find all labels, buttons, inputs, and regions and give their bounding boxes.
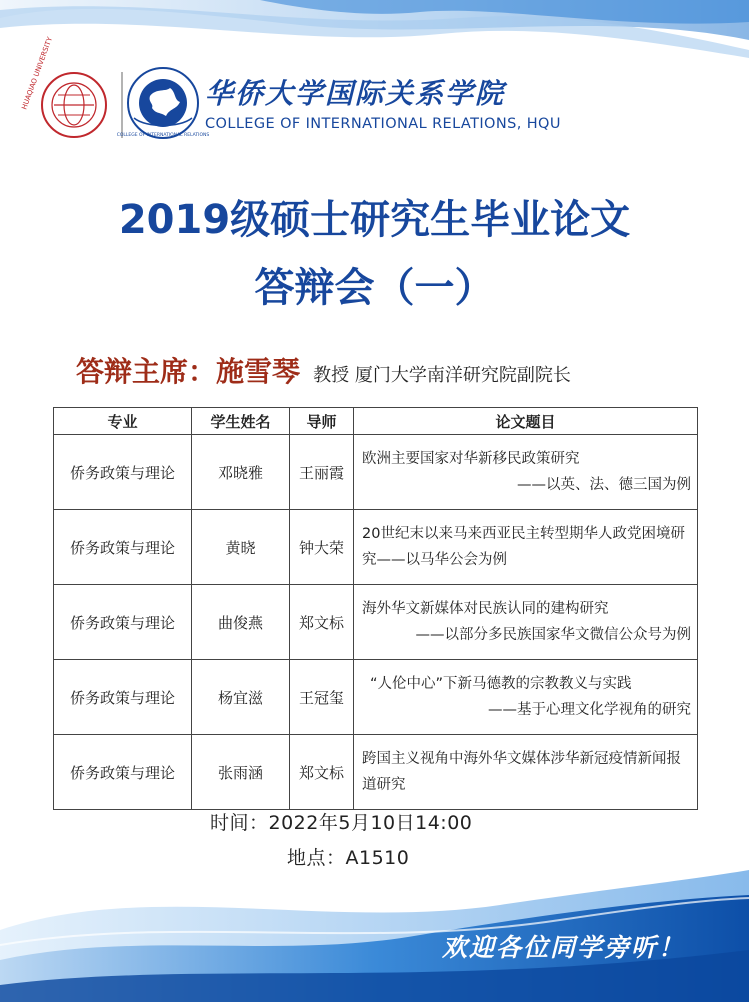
cell-major: 侨务政策与理论 (54, 435, 192, 510)
table-row (54, 510, 698, 585)
cell-topic (354, 435, 698, 510)
table-header-row (54, 408, 698, 435)
topic-sub: ——基于心理文化学视角的研究 (488, 702, 691, 718)
cell-student: 曲俊燕 (192, 585, 290, 660)
cell-topic (354, 585, 698, 660)
cell-major: 侨务政策与理论 (54, 585, 192, 660)
defense-time: 时间：2022年5月10日14:00 (210, 812, 473, 834)
topic-main: “人伦中心”下新马德教的宗教教义与实践 (370, 676, 632, 692)
cell-student: 邓晓雅 (192, 435, 290, 510)
page-subtitle: 答辩会（一） (254, 265, 495, 311)
cell-topic (354, 660, 698, 735)
thesis-table (53, 407, 698, 810)
column-header-advisor: 导师 (290, 408, 354, 435)
defense-place: 地点：A1510 (287, 847, 410, 869)
topic-main: 海外华文新媒体对民族认同的建构研究 (362, 601, 609, 617)
chair-label: 答辩主席：施雪琴 (76, 355, 301, 388)
cell-student: 杨宜滋 (192, 660, 290, 735)
topic-main: 欧洲主要国家对华新移民政策研究 (362, 451, 580, 467)
topic-main: 20世纪末以来马来西亚民主转型期华人政党困境研究——以马华公会为例 (362, 526, 685, 568)
cell-major: 侨务政策与理论 (54, 735, 192, 810)
cell-topic (354, 510, 698, 585)
table-row (54, 435, 698, 510)
table-row (54, 735, 698, 810)
defense-chair (76, 350, 571, 390)
college-globe-logo (116, 66, 210, 140)
topic-sub: ——以英、法、德三国为例 (517, 477, 691, 493)
cell-major: 侨务政策与理论 (54, 510, 192, 585)
cell-advisor: 郑文标 (290, 585, 354, 660)
topic-main: 跨国主义视角中海外华文媒体涉华新冠疫情新闻报道研究 (362, 751, 681, 793)
cell-advisor: 郑文标 (290, 735, 354, 810)
cell-student: 黄晓 (192, 510, 290, 585)
cell-advisor: 王冠玺 (290, 660, 354, 735)
college-seal-text: COLLEGE OF INTERNATIONAL RELATIONS (116, 133, 210, 138)
column-header-student: 学生姓名 (192, 408, 290, 435)
logo-divider (121, 72, 123, 138)
university-seal-logo (14, 35, 114, 140)
cell-advisor: 钟大荣 (290, 510, 354, 585)
chair-description: 教授 厦门大学南洋研究院副院长 (313, 365, 571, 386)
cell-major: 侨务政策与理论 (54, 660, 192, 735)
column-header-topic: 论文题目 (354, 408, 698, 435)
table-row (54, 660, 698, 735)
cell-advisor: 王丽霞 (290, 435, 354, 510)
table-row (54, 585, 698, 660)
college-name-cn: 华侨大学国际关系学院 (205, 77, 506, 110)
page-title: 2019级硕士研究生毕业论文 (118, 197, 631, 243)
college-name-en: COLLEGE OF INTERNATIONAL RELATIONS, HQU (205, 116, 561, 132)
welcome-message: 欢迎各位同学旁听！ (441, 933, 685, 962)
cell-student: 张雨涵 (192, 735, 290, 810)
university-seal-text: HUAQIAO UNIVERSITY (20, 35, 55, 111)
topic-sub: ——以部分多民族国家华文微信公众号为例 (415, 627, 691, 643)
column-header-major: 专业 (54, 408, 192, 435)
cell-topic (354, 735, 698, 810)
